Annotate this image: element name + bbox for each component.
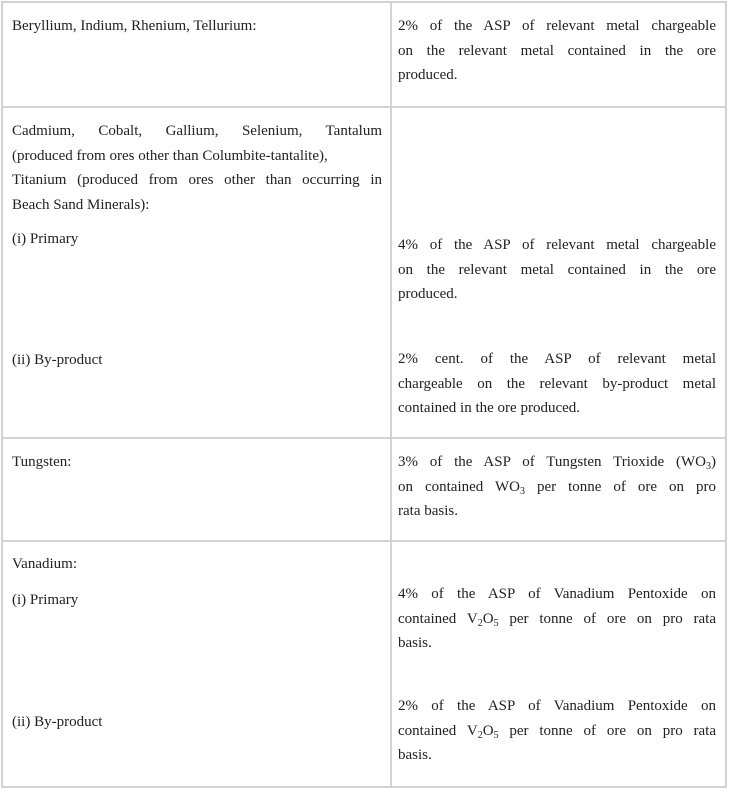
rate-text: 2% cent. of the ASP of relevant metal <box>398 351 716 367</box>
rate-text: on contained $WO_3$ per tonne of ore on pro <box>398 478 717 497</box>
table-row <box>3 439 725 542</box>
rate-text: rata basis. <box>398 503 458 519</box>
primary-label: (i) Primary <box>12 231 79 247</box>
rate-text: basis. <box>398 635 432 651</box>
rate-text: produced. <box>398 67 458 83</box>
rate-text: on the relevant metal contained in the ore <box>398 261 716 278</box>
rate-text: contained in the ore produced. <box>398 400 581 416</box>
metal-text: Beryllium, Indium, Rhenium, Tellurium: <box>12 18 257 34</box>
rate-text: on the relevant metal contained in the ore <box>398 42 716 59</box>
royalty-table <box>1 1 727 788</box>
byproduct-rate-cell <box>398 694 716 768</box>
rate-text: 2% of the ASP of Vanadium Pentoxide on <box>398 698 716 714</box>
metal-cell <box>12 552 382 577</box>
rate-text: produced. <box>398 286 458 302</box>
metal-text: Cadmium, Cobalt, Gallium, Selenium, Tantalum <box>12 123 382 139</box>
metal-cell <box>12 450 382 475</box>
rate-text: basis. <box>398 747 432 763</box>
primary-rate-cell <box>398 582 716 656</box>
table-row <box>3 542 725 786</box>
byproduct-label: (ii) By-product <box>12 714 103 730</box>
rate-text: 4% of the ASP of relevant metal chargeable <box>398 237 716 253</box>
metal-text: Titanium (produced from ores other than occurring in <box>12 172 382 188</box>
rate-cell <box>398 14 716 88</box>
primary-rate-cell <box>398 233 716 307</box>
metal-text: Tungsten: <box>12 454 72 470</box>
rate-text: 3% of the ASP of Tungsten Trioxide $(WO_3)$ <box>398 454 716 472</box>
rate-text: 4% of the ASP of Vanadium Pentoxide on <box>398 586 716 602</box>
rate-text: contained $V_2O_5$ per tonne of ore on pro rata <box>398 610 716 629</box>
primary-label: (i) Primary <box>12 592 79 608</box>
byproduct-label: (ii) By-product <box>12 352 103 368</box>
metal-text: Beach Sand Minerals): <box>12 196 150 213</box>
metal-text: Vanadium: <box>12 556 77 572</box>
table-row <box>3 3 725 108</box>
metal-text: (produced from ores other than Columbite-tantalite), <box>12 147 328 164</box>
table-row <box>3 108 725 439</box>
rate-text: 2% of the ASP of relevant metal chargeable <box>398 18 716 34</box>
rate-text: chargeable on the relevant by-product metal <box>398 375 716 392</box>
byproduct-rate-cell <box>398 347 716 421</box>
rate-text: contained $V_2O_5$ per tonne of ore on pro rata <box>398 722 716 741</box>
metal-cell <box>12 119 382 217</box>
rate-cell <box>398 450 716 524</box>
metal-cell <box>12 14 382 39</box>
